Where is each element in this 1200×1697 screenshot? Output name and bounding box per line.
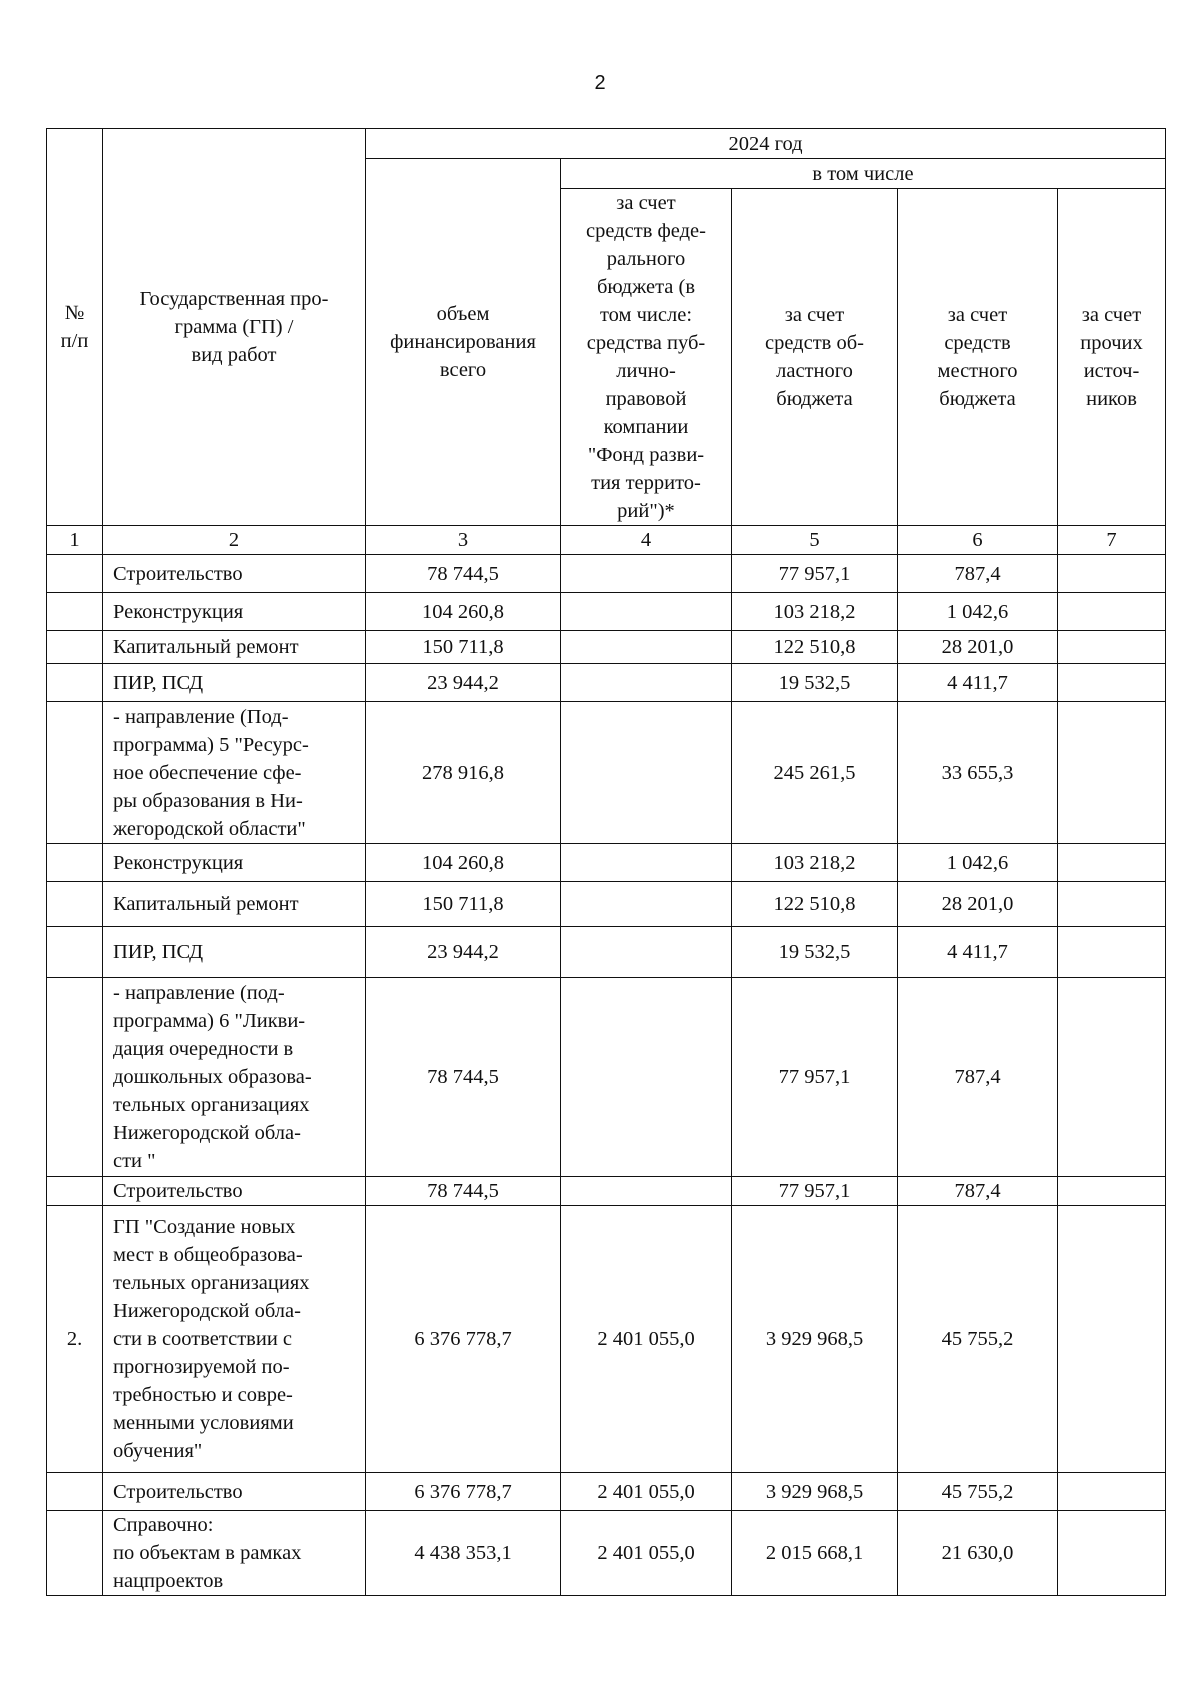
header-col-local: за счет средств местного бюджета [898, 189, 1058, 526]
program-name-cell: Строительство [103, 555, 366, 593]
row-number-cell [47, 593, 103, 631]
local-budget-cell: 28 201,0 [898, 882, 1058, 927]
other-sources-cell [1058, 1473, 1166, 1511]
federal-budget-cell [561, 631, 732, 664]
budget-table [46, 128, 1166, 1596]
header-row-year [47, 129, 1166, 159]
other-sources-cell [1058, 882, 1166, 927]
regional-budget-cell: 245 261,5 [732, 702, 898, 844]
federal-budget-cell [561, 1177, 732, 1206]
regional-budget-cell: 77 957,1 [732, 978, 898, 1177]
other-sources-cell [1058, 927, 1166, 978]
regional-budget-cell: 77 957,1 [732, 555, 898, 593]
program-name-cell: Справочно: по объектам в рамках нацпроектов [103, 1511, 366, 1596]
column-number: 6 [898, 526, 1058, 555]
row-number-cell: 2. [47, 1206, 103, 1473]
local-budget-cell: 787,4 [898, 555, 1058, 593]
table-row [47, 1177, 1166, 1206]
column-number: 5 [732, 526, 898, 555]
other-sources-cell [1058, 631, 1166, 664]
federal-budget-cell: 2 401 055,0 [561, 1473, 732, 1511]
regional-budget-cell: 122 510,8 [732, 882, 898, 927]
table-row [47, 631, 1166, 664]
local-budget-cell: 21 630,0 [898, 1511, 1058, 1596]
other-sources-cell [1058, 702, 1166, 844]
total-funding-cell: 78 744,5 [366, 555, 561, 593]
other-sources-cell [1058, 844, 1166, 882]
regional-budget-cell: 77 957,1 [732, 1177, 898, 1206]
program-name-cell: Реконструкция [103, 844, 366, 882]
total-funding-cell: 23 944,2 [366, 664, 561, 702]
regional-budget-cell: 122 510,8 [732, 631, 898, 664]
total-funding-cell: 6 376 778,7 [366, 1206, 561, 1473]
column-number: 2 [103, 526, 366, 555]
row-number-cell [47, 702, 103, 844]
total-funding-cell: 104 260,8 [366, 593, 561, 631]
local-budget-cell: 1 042,6 [898, 844, 1058, 882]
table-row [47, 927, 1166, 978]
regional-budget-cell: 3 929 968,5 [732, 1473, 898, 1511]
local-budget-cell: 4 411,7 [898, 664, 1058, 702]
row-number-cell [47, 631, 103, 664]
other-sources-cell [1058, 664, 1166, 702]
program-name-cell: Капитальный ремонт [103, 882, 366, 927]
program-name-cell: - направление (под- программа) 6 "Ликви- дация очередности в дошкольных образова- тельных организациях Нижегородской обла- сти " [103, 978, 366, 1177]
table-row [47, 882, 1166, 927]
row-number-cell [47, 664, 103, 702]
table-row [47, 593, 1166, 631]
header-including: в том числе [561, 159, 1166, 189]
row-number-cell [47, 1177, 103, 1206]
total-funding-cell: 4 438 353,1 [366, 1511, 561, 1596]
row-number-cell [47, 555, 103, 593]
program-name-cell: ПИР, ПСД [103, 927, 366, 978]
table-row [47, 1511, 1166, 1596]
total-funding-cell: 150 711,8 [366, 882, 561, 927]
row-number-cell [47, 927, 103, 978]
total-funding-cell: 278 916,8 [366, 702, 561, 844]
header-col-number: № п/п [47, 129, 103, 526]
federal-budget-cell [561, 978, 732, 1177]
page-number: 2 [594, 72, 606, 94]
local-budget-cell: 45 755,2 [898, 1206, 1058, 1473]
local-budget-cell: 45 755,2 [898, 1473, 1058, 1511]
total-funding-cell: 78 744,5 [366, 1177, 561, 1206]
regional-budget-cell: 3 929 968,5 [732, 1206, 898, 1473]
row-number-cell [47, 882, 103, 927]
other-sources-cell [1058, 555, 1166, 593]
header-col-federal: за счет средств феде- рального бюджета (в том числе: средства пуб- лично- правовой компании "Фонд разви- тия террито- рий")* [561, 189, 732, 526]
program-name-cell: Строительство [103, 1177, 366, 1206]
federal-budget-cell [561, 927, 732, 978]
table-row [47, 978, 1166, 1177]
federal-budget-cell: 2 401 055,0 [561, 1206, 732, 1473]
regional-budget-cell: 19 532,5 [732, 664, 898, 702]
local-budget-cell: 4 411,7 [898, 927, 1058, 978]
local-budget-cell: 1 042,6 [898, 593, 1058, 631]
column-number: 4 [561, 526, 732, 555]
program-name-cell: - направление (Под- программа) 5 "Ресурс- ное обеспечение сфе- ры образования в Ни- жегородской области" [103, 702, 366, 844]
row-number-cell [47, 844, 103, 882]
program-name-cell: Реконструкция [103, 593, 366, 631]
total-funding-cell: 6 376 778,7 [366, 1473, 561, 1511]
column-number: 3 [366, 526, 561, 555]
table-row [47, 664, 1166, 702]
program-name-cell: ГП "Создание новых мест в общеобразова- тельных организациях Нижегородской обла- сти в соответствии с прогнозируемой по- требностью и совре- менными условиями обучения" [103, 1206, 366, 1473]
regional-budget-cell: 103 218,2 [732, 844, 898, 882]
row-number-cell [47, 978, 103, 1177]
row-number-cell [47, 1511, 103, 1596]
table-row [47, 555, 1166, 593]
header-col-program: Государственная про- грамма (ГП) / вид работ [103, 129, 366, 526]
table-row [47, 1473, 1166, 1511]
table-row [47, 702, 1166, 844]
table-row [47, 844, 1166, 882]
column-number-row [47, 526, 1166, 555]
table-row [47, 1206, 1166, 1473]
federal-budget-cell [561, 593, 732, 631]
federal-budget-cell [561, 555, 732, 593]
other-sources-cell [1058, 593, 1166, 631]
total-funding-cell: 150 711,8 [366, 631, 561, 664]
federal-budget-cell [561, 664, 732, 702]
column-number: 7 [1058, 526, 1166, 555]
other-sources-cell [1058, 1177, 1166, 1206]
program-name-cell: Строительство [103, 1473, 366, 1511]
federal-budget-cell [561, 844, 732, 882]
local-budget-cell: 787,4 [898, 978, 1058, 1177]
federal-budget-cell [561, 882, 732, 927]
local-budget-cell: 33 655,3 [898, 702, 1058, 844]
column-number: 1 [47, 526, 103, 555]
total-funding-cell: 23 944,2 [366, 927, 561, 978]
header-col-regional: за счет средств об- ластного бюджета [732, 189, 898, 526]
program-name-cell: Капитальный ремонт [103, 631, 366, 664]
header-col-total: объем финансирования всего [366, 159, 561, 526]
local-budget-cell: 787,4 [898, 1177, 1058, 1206]
other-sources-cell [1058, 1206, 1166, 1473]
regional-budget-cell: 19 532,5 [732, 927, 898, 978]
total-funding-cell: 104 260,8 [366, 844, 561, 882]
row-number-cell [47, 1473, 103, 1511]
federal-budget-cell: 2 401 055,0 [561, 1511, 732, 1596]
other-sources-cell [1058, 978, 1166, 1177]
header-year: 2024 год [366, 129, 1166, 159]
other-sources-cell [1058, 1511, 1166, 1596]
regional-budget-cell: 103 218,2 [732, 593, 898, 631]
header-col-other: за счет прочих источ- ников [1058, 189, 1166, 526]
total-funding-cell: 78 744,5 [366, 978, 561, 1177]
federal-budget-cell [561, 702, 732, 844]
program-name-cell: ПИР, ПСД [103, 664, 366, 702]
regional-budget-cell: 2 015 668,1 [732, 1511, 898, 1596]
local-budget-cell: 28 201,0 [898, 631, 1058, 664]
